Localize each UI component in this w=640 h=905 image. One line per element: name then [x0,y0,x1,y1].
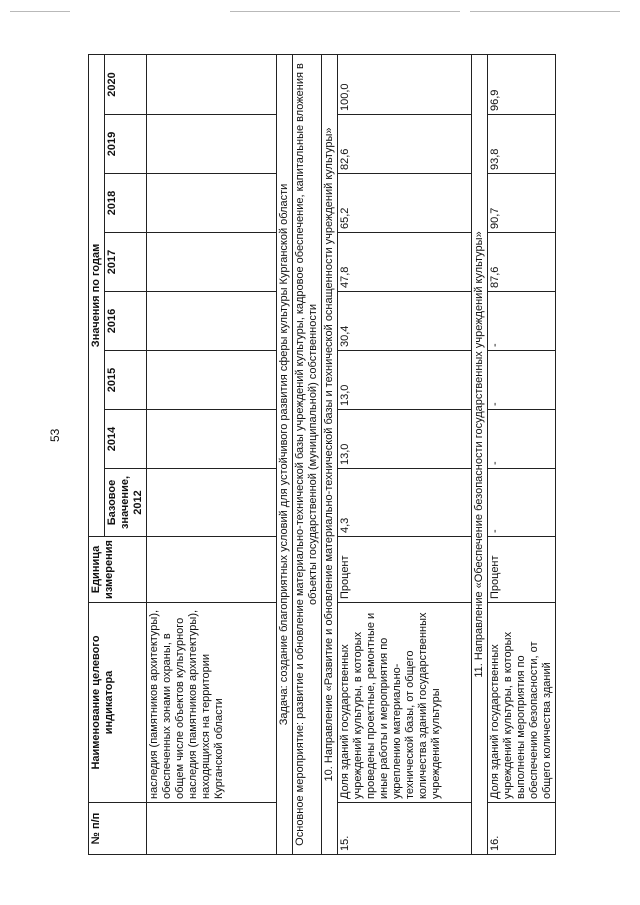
cell-value: 93,8 [488,115,556,174]
table-row [488,54,556,854]
cell-value [147,174,277,233]
scan-artifact [470,11,620,12]
header-year: 2015 [105,351,147,410]
cell-base: 4,3 [338,469,472,537]
direction-10-text: 10. Направление «Развитие и обновление материально-технической базы и технической оснащенности учреждений культуры» [322,54,338,854]
header-year: 2019 [105,115,147,174]
cell-unit: Процент [488,537,556,603]
header-year: 2018 [105,174,147,233]
header-base: Базовое значение, 2012 [105,469,147,537]
cell-value: 82,6 [338,115,472,174]
cell-unit [147,537,277,603]
cell-value: 13,0 [338,351,472,410]
header-unit: Единица измерения [89,537,147,603]
cell-value [147,233,277,292]
main-measure-row [293,54,322,854]
cell-value: 30,4 [338,292,472,351]
task-text: Задача: создание благоприятных условий для устойчивого развития сферы культуры Курганской области [277,54,293,854]
header-year: 2016 [105,292,147,351]
table-row [147,54,277,854]
cell-name: Доля зданий государственных учреждений культуры, в которых проведены проектные, ремонтные и иные работы и мероприятия по укреплению материально-технической базы, от общего количества зданий государственных учреждений культуры [338,603,472,803]
cell-num [147,803,277,855]
cell-base [147,469,277,537]
cell-value [147,54,277,114]
cell-value: 90,7 [488,174,556,233]
cell-value [147,410,277,469]
scan-artifact [230,11,460,12]
main-measure-text: Основное мероприятие: развитие и обновление материально-технической базы учреждений культуры, кадровое обеспечение, капитальные вложения в объекты государственной (муниципальной) собственности [293,54,322,854]
scan-artifact [10,11,70,12]
cell-value [147,292,277,351]
header-year: 2020 [105,54,147,114]
cell-value [147,115,277,174]
cell-value: - [488,351,556,410]
cell-value: - [488,292,556,351]
cell-value: 47,8 [338,233,472,292]
cell-num: 15. [338,803,472,855]
cell-unit: Процент [338,537,472,603]
cell-num: 16. [488,803,556,855]
direction-10-row [322,54,338,854]
table-row [338,54,472,854]
cell-name: наследия (памятников архитектуры), обеспеченных зонами охраны, в общем числе объектов культурного наследия (памятников архитектуры), находящихся на территории Курганской области [147,603,277,803]
header-num: № п/п [89,803,147,855]
direction-11-text: 11. Направление «Обеспечение безопасности государственных учреждений культуры» [472,54,488,854]
cell-value: 96,9 [488,54,556,114]
rotated-table-page [88,55,553,855]
header-name: Наименование целевого индикатора [89,603,147,803]
cell-base: - [488,469,556,537]
header-values-by-year: Значения по годам [89,54,105,536]
cell-name: Доля зданий государственных учреждений культуры, в которых выполнены мероприятия по обеспечению безопасности, от общего количества зданий [488,603,556,803]
task-row [277,54,293,854]
header-year: 2014 [105,410,147,469]
table-header-row [89,54,105,854]
indicator-table [88,54,556,855]
cell-value [147,351,277,410]
page-number: 53 [48,428,62,442]
cell-value: 13,0 [338,410,472,469]
header-year: 2017 [105,233,147,292]
cell-value: 65,2 [338,174,472,233]
direction-11-row [472,54,488,854]
cell-value: 87,6 [488,233,556,292]
cell-value: - [488,410,556,469]
cell-value: 100,0 [338,54,472,114]
